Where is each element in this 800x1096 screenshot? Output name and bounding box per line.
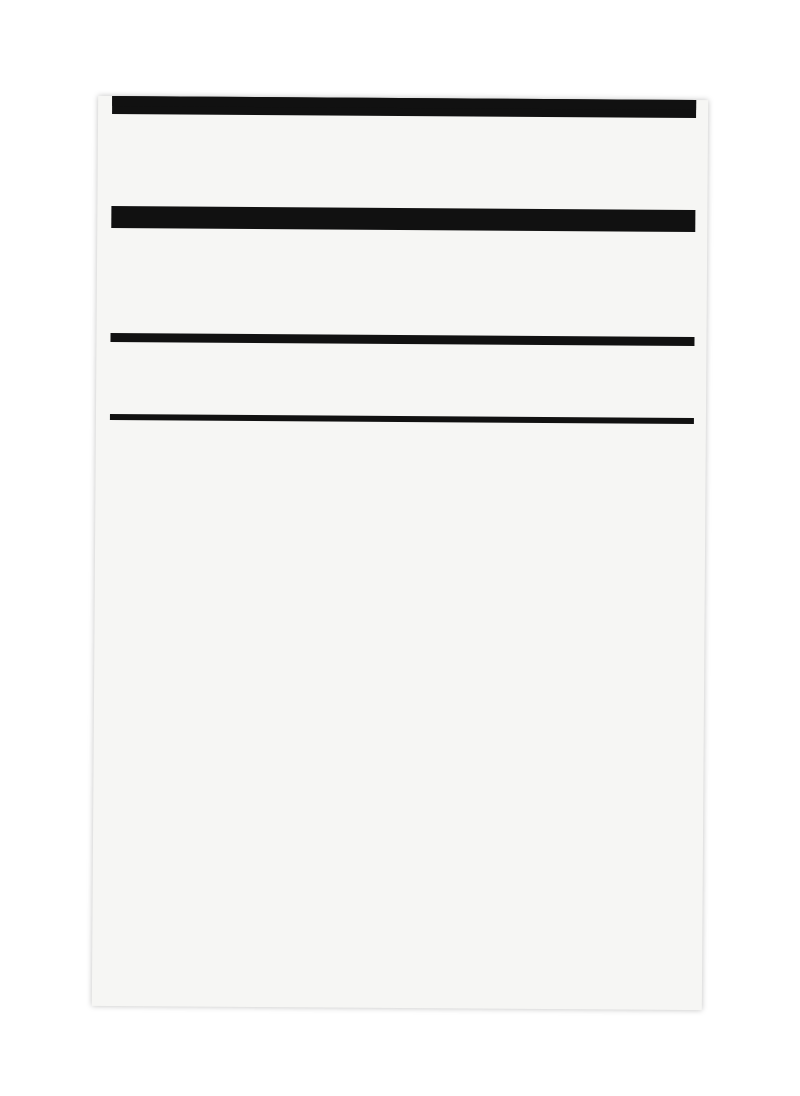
calories-row bbox=[111, 271, 695, 331]
nutrition-label bbox=[92, 96, 708, 1010]
medium-divider bbox=[110, 333, 694, 346]
nutrition-label-content bbox=[112, 96, 696, 100]
header-divider bbox=[110, 414, 694, 424]
label-title bbox=[112, 110, 696, 162]
thick-divider bbox=[111, 206, 695, 232]
